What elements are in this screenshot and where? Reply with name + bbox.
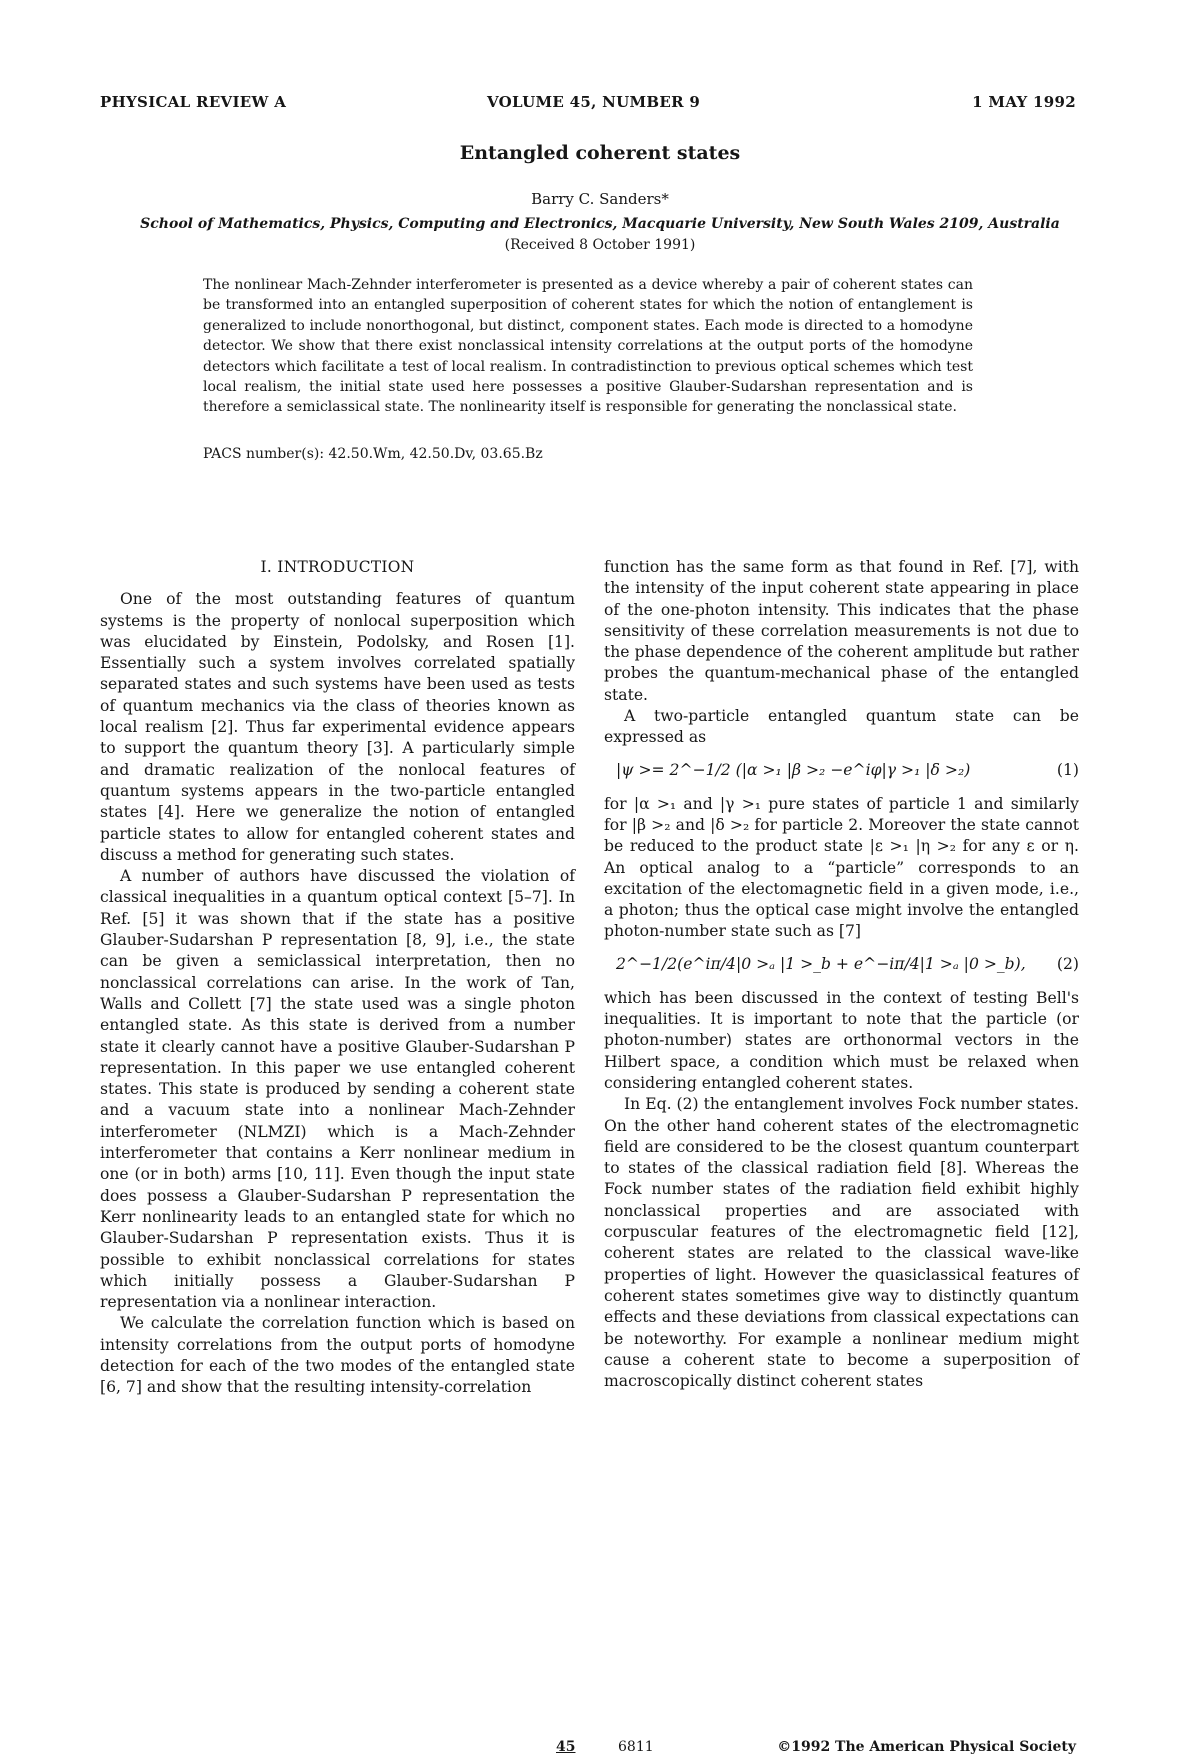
author: Barry C. Sanders* <box>531 190 669 208</box>
equation-1-body: |ψ >= 2^−1/2 (|α >₁ |β >₂ −e^iφ|γ >₁ |δ >₂) <box>616 760 971 779</box>
paper-title: Entangled coherent states <box>459 142 741 164</box>
copyright: ©1992 The American Physical Society <box>777 1739 1076 1755</box>
received-date: (Received 8 October 1991) <box>504 237 696 253</box>
volume-number: VOLUME 45, NUMBER 9 <box>487 93 701 111</box>
equation-2 <box>604 952 1079 976</box>
page-number: 6811 <box>618 1739 654 1755</box>
issue-date: 1 MAY 1992 <box>972 93 1076 111</box>
paragraph: A number of authors have discussed the violation of classical inequalities in a quantum optical context [5–7]. In Ref. [5] it was shown that if the state has a positive Glauber-Sudarshan P representation [8, 9], i.e., the state can be given a semiclassical interpretation, then no nonclassical correlations can arise. In the work of Tan, Walls and Collett [7] the state used was a single photon entangled state. As this state is derived from a number state it clearly cannot have a positive Glauber-Sudarshan P representation. In this paper we use entangled coherent states. This state is produced by sending a coherent state and a vacuum state into a nonlinear Mach-Zehnder interferometer (NLMZI) which is a Mach-Zehnder interferometer that contains a Kerr nonlinear medium in one (or in both) arms [10, 11]. Even though the input state does possess a Glauber-Sudarshan P representation the Kerr nonlinearity leads to an entangled state for which no Glauber-Sudarshan P representation exists. Thus it is possible to exhibit nonclassical correlations for states which initially possess a Glauber-Sudarshan P representation via a nonlinear interaction. <box>100 867 575 1312</box>
section-title: I. INTRODUCTION <box>260 558 415 576</box>
equation-2-number: (2) <box>1056 954 1079 973</box>
footer-volume: 45 <box>556 1739 576 1755</box>
equation-1 <box>604 758 1079 782</box>
paragraph: for |α >₁ and |γ >₁ pure states of particle 1 and similarly for |β >₂ and |δ >₂ for particle 2. Moreover the state cannot be reduced to the product state |ε >₁ |η >₂ for any ε or η. An optical analog to a “particle” corresponds to an excitation of the electomagnetic field in a given mode, i.e., a photon; thus the optical case might involve the entangled photon-number state such as [7] <box>604 794 1079 941</box>
paragraph: In Eq. (2) the entanglement involves Fock number states. On the other hand coherent states of the electromagnetic field are considered to be the closest quantum counterpart to states of the classical radiation field [8]. Whereas the Fock number states of the radiation field exhibit highly nonclassical properties and are associated with corpuscular features of the electromagnetic field [12], coherent states are related to the classical wave-like properties of light. However the quasiclassical features of coherent states sometimes give way to distinctly quantum effects and these deviations from classical expectations can be noteworthy. For example a nonlinear medium might cause a coherent state to become a superposition of macroscopically distinct coherent states <box>604 1095 1079 1391</box>
paragraph: One of the most outstanding features of quantum systems is the property of nonlocal superposition which was elucidated by Einstein, Podolsky, and Rosen [1]. Essentially such a system involves correlated spatially separated states and such systems have been used as tests of quantum mechanics via the class of theories known as local realism [2]. Thus far experimental evidence appears to support the quantum theory [3]. A particularly simple and dramatic realization of the nonlocal features of quantum systems appears in the two-particle entangled states [4]. Here we generalize the notion of entangled particle states to allow for entangled coherent states and discuss a method for generating such states. <box>100 590 575 864</box>
journal-name: PHYSICAL REVIEW A <box>100 93 287 111</box>
abstract: The nonlinear Mach-Zehnder interferometer is presented as a device whereby a pair of coherent states can be transformed into an entangled superposition of coherent states for which the notion of entanglement is generalized to include nonorthogonal, but distinct, component states. Each mode is directed to a homodyne detector. We show that there exist nonclassical intensity correlations at the output ports of the homodyne detectors which facilitate a test of local realism. In contradistinction to previous optical schemes which test local realism, the initial state used here possesses a positive Glauber-Sudarshan representation and is therefore a semiclassical state. The nonlinearity itself is responsible for generating the nonclassical state. <box>203 277 973 416</box>
paragraph: We calculate the correlation function which is based on intensity correlations from the output ports of homodyne detection for each of the two modes of the entangled state [6, 7] and show that the resulting intensity-correlation <box>100 1314 575 1397</box>
right-column <box>604 557 1079 1392</box>
equation-1-number: (1) <box>1056 760 1079 779</box>
pacs-numbers: PACS number(s): 42.50.Wm, 42.50.Dv, 03.65.Bz <box>203 446 543 462</box>
paragraph: function has the same form as that found in Ref. [7], with the intensity of the input coherent state appearing in place of the one-photon intensity. This indicates that the phase sensitivity of these correlation measurements is not due to the phase dependence of the coherent amplitude but rather probes the quantum-mechanical phase of the entangled state. <box>604 558 1079 704</box>
paragraph: which has been discussed in the context of testing Bell's inequalities. It is important to note that the particle (or photon-number) states are orthonormal vectors in the Hilbert space, a condition which must be relaxed when considering entangled coherent states. <box>604 988 1079 1092</box>
equation-2-body: 2^−1/2(e^iπ/4|0 >ₐ |1 >_b + e^−iπ/4|1 >ₐ |0 >_b), <box>616 954 1026 973</box>
left-column <box>100 557 575 1399</box>
paragraph: A two-particle entangled quantum state can be expressed as <box>604 707 1079 747</box>
affiliation: School of Mathematics, Physics, Computing and Electronics, Macquarie University, New South Wales 2109, Australia <box>140 216 1060 232</box>
